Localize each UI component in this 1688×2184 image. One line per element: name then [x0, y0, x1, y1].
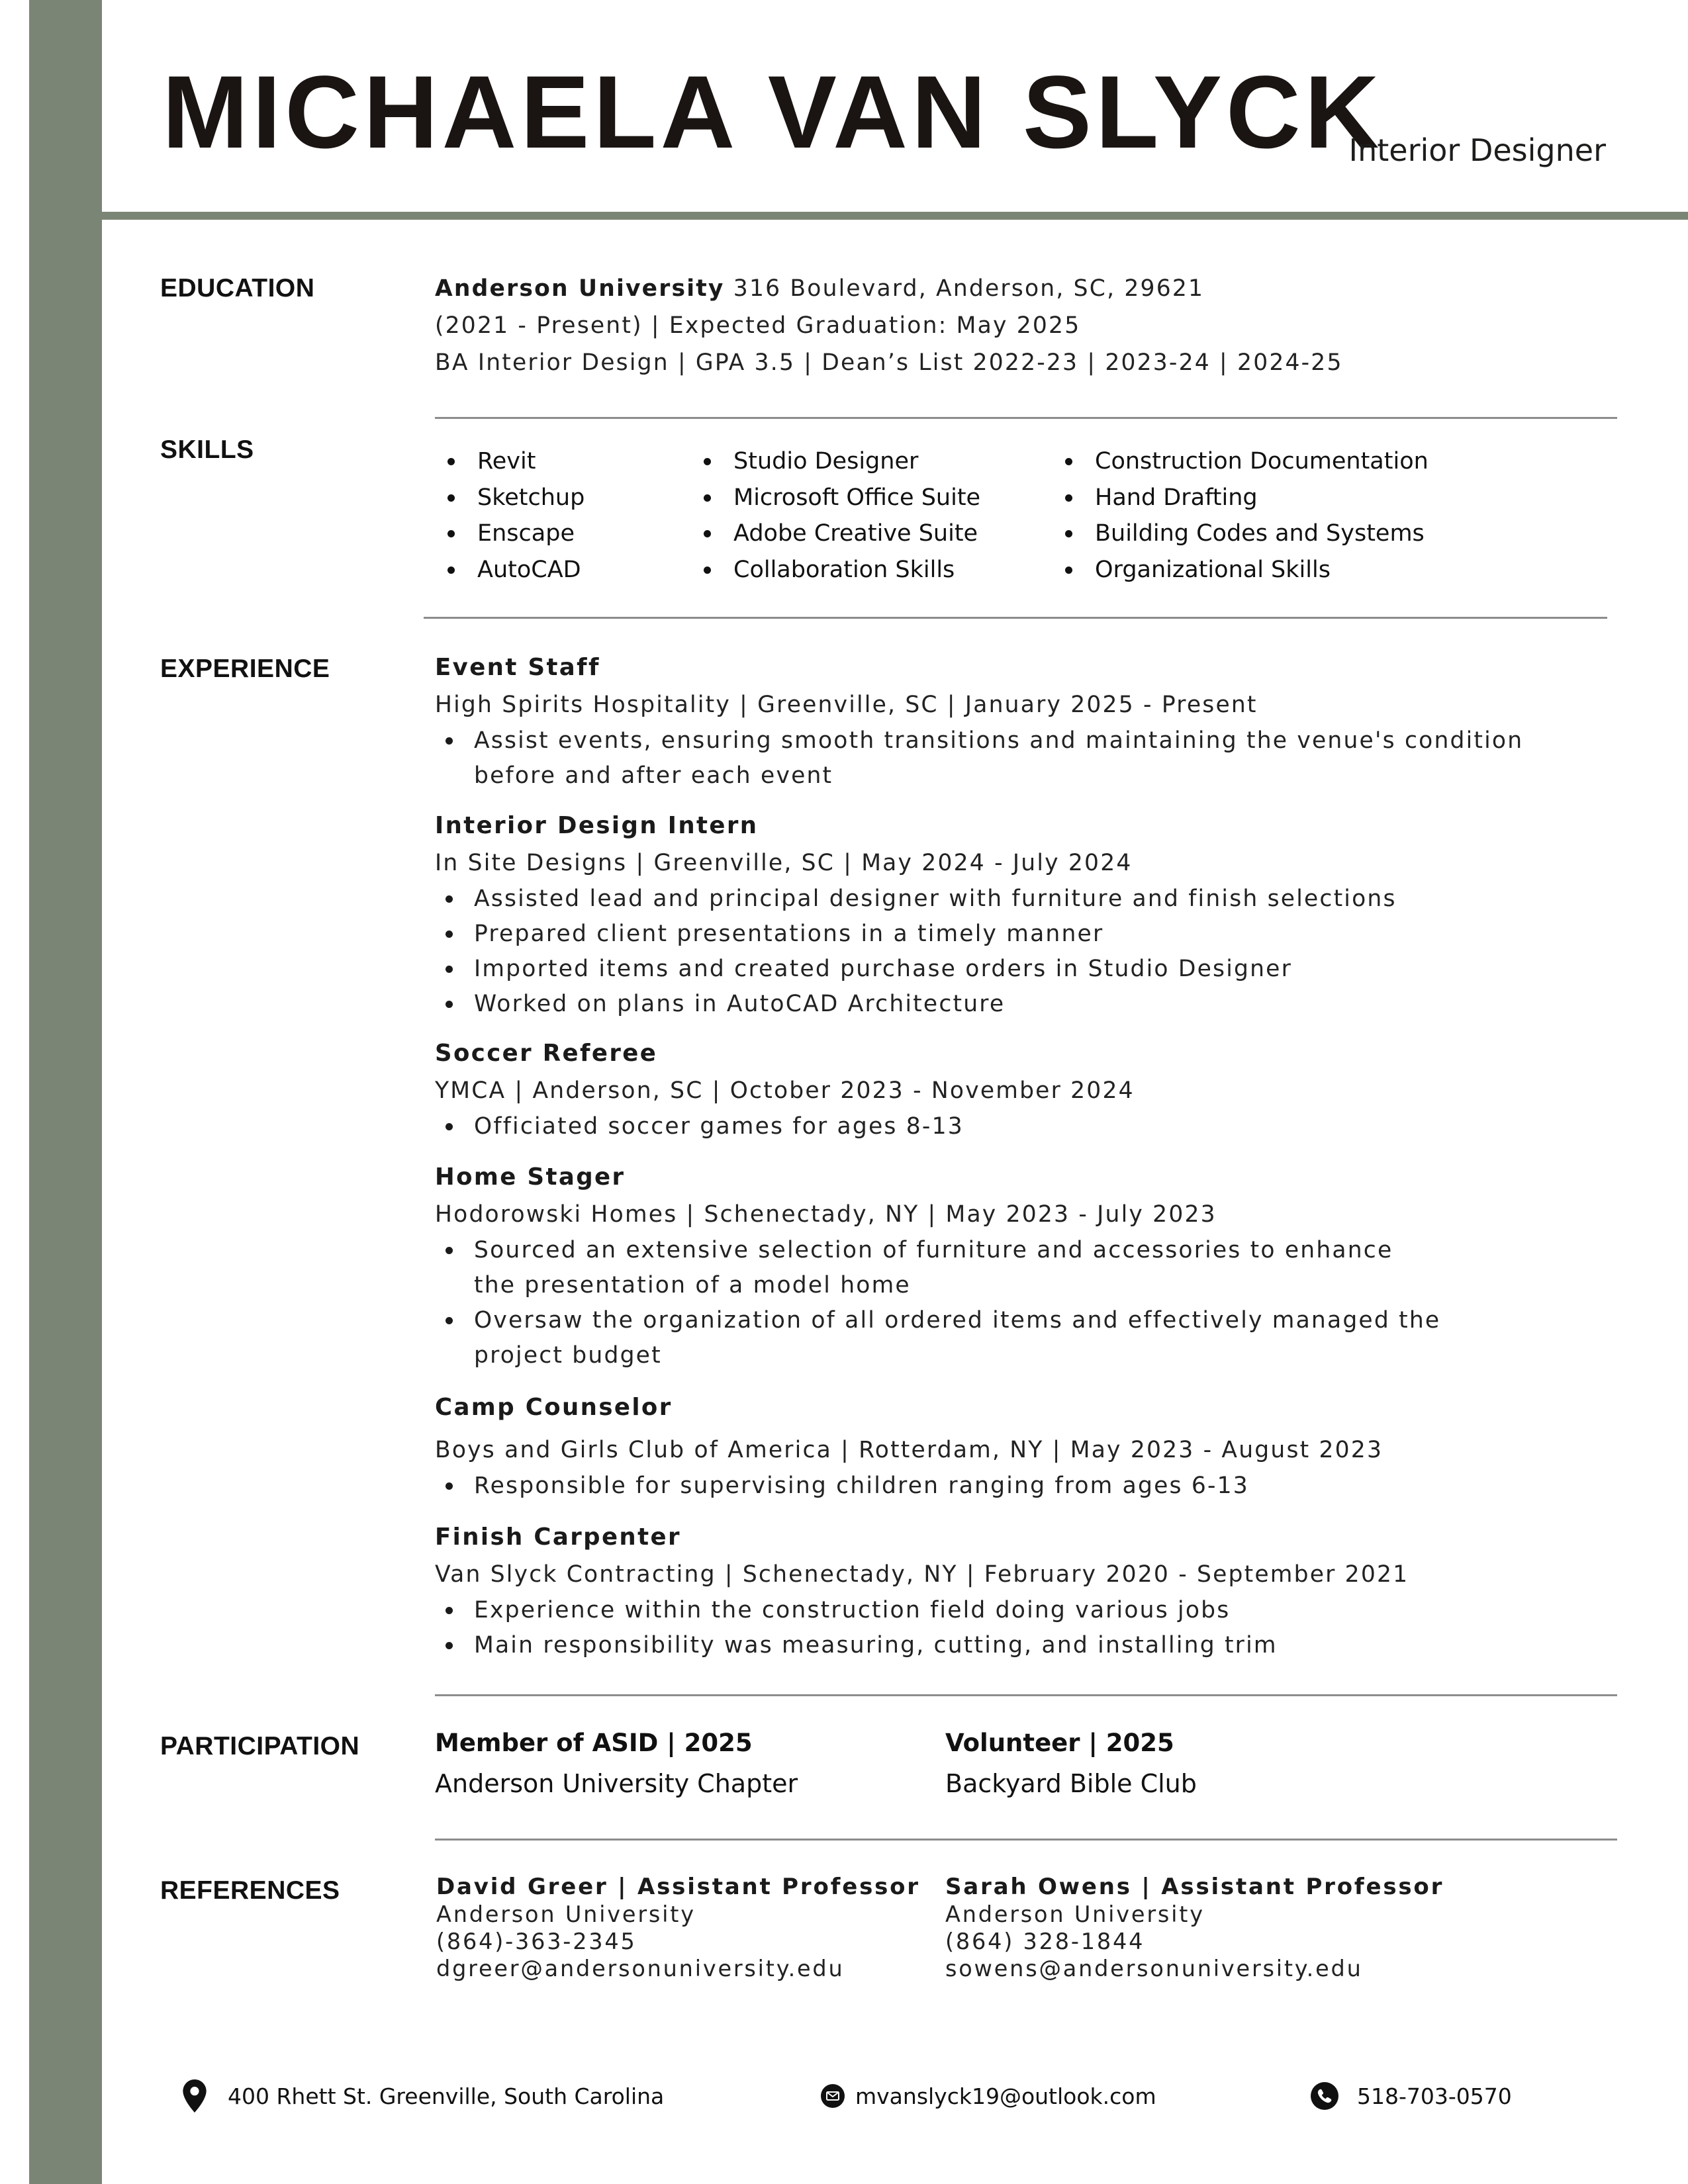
section-title-education: EDUCATION: [160, 274, 315, 302]
experience-title: Camp Counselor: [435, 1394, 673, 1421]
experience-entry: [435, 1390, 1600, 1504]
section-title-participation: PARTICIPATION: [160, 1732, 360, 1760]
experience-entry: [435, 809, 1600, 1022]
divider: [435, 417, 1617, 419]
education-school-line: [435, 270, 1343, 307]
skills-column-2: [692, 443, 980, 588]
participation-item: [945, 1726, 1197, 1801]
skill-item: Microsoft Office Suite: [692, 480, 980, 516]
divider: [435, 1694, 1617, 1696]
experience-bullet: Oversaw the organization of all ordered items and effectively managed the project budget: [435, 1303, 1507, 1373]
skill-item: Collaboration Skills: [692, 552, 980, 588]
experience-bullet: Assist events, ensuring smooth transitions and maintaining the venue's condition before and after each event: [435, 723, 1599, 794]
reference-phone: (864) 328-1844: [945, 1929, 1145, 1954]
experience-meta: In Site Designs | Greenville, SC | May 2024 - July 2024: [435, 850, 1133, 876]
skill-item: Hand Drafting: [1054, 480, 1429, 516]
participation-subtitle: Backyard Bible Club: [945, 1769, 1197, 1798]
reference-organization: Anderson University: [945, 1901, 1205, 1927]
contact-phone-text[interactable]: 518-703-0570: [1357, 2083, 1512, 2109]
section-title-experience: EXPERIENCE: [160, 655, 330, 683]
experience-entry: [435, 651, 1600, 794]
email-icon: [821, 2084, 845, 2108]
skills-column-3: [1054, 443, 1429, 588]
reference-organization: Anderson University: [436, 1901, 696, 1927]
participation-title: Member of ASID | 2025: [435, 1729, 753, 1757]
section-title-skills: SKILLS: [160, 435, 254, 464]
experience-title: Finish Carpenter: [435, 1524, 681, 1551]
education-degree: BA Interior Design | GPA 3.5 | Dean’s List 2022-23 | 2023-24 | 2024-25: [435, 349, 1343, 376]
skill-item: Revit: [436, 443, 585, 480]
skill-item: Enscape: [436, 516, 585, 552]
reference-email[interactable]: sowens@andersonuniversity.edu: [945, 1956, 1363, 1981]
experience-title: Event Staff: [435, 654, 600, 681]
location-pin-icon: [183, 2079, 207, 2113]
candidate-name: MICHAELA VAN SLYCK: [162, 55, 1383, 170]
reference-name: Sarah Owens | Assistant Professor: [945, 1874, 1444, 1900]
contact-email[interactable]: [821, 2076, 1156, 2116]
experience-entry: [435, 1160, 1600, 1373]
participation-item: [435, 1726, 798, 1801]
experience-meta: YMCA | Anderson, SC | October 2023 - November 2024: [435, 1077, 1135, 1104]
experience-bullet: Imported items and created purchase orders in Studio Designer: [435, 952, 1600, 987]
sidebar-accent-bar: [29, 0, 102, 2184]
skill-item: AutoCAD: [436, 552, 585, 588]
reference-name: David Greer | Assistant Professor: [436, 1874, 920, 1900]
experience-bullet: Assisted lead and principal designer with furniture and finish selections: [435, 882, 1600, 917]
experience-title: Home Stager: [435, 1163, 626, 1191]
experience-meta: Van Slyck Contracting | Schenectady, NY | February 2020 - September 2021: [435, 1561, 1409, 1588]
experience-title: Interior Design Intern: [435, 812, 759, 839]
section-title-references: REFERENCES: [160, 1876, 340, 1905]
skill-item: Organizational Skills: [1054, 552, 1429, 588]
skills-column-1: [436, 443, 585, 588]
experience-title: Soccer Referee: [435, 1040, 658, 1067]
header-divider: [102, 212, 1688, 220]
participation-subtitle: Anderson University Chapter: [435, 1769, 798, 1798]
reference-item: [436, 1873, 920, 1982]
skill-item: Studio Designer: [692, 443, 980, 480]
contact-address: [183, 2076, 664, 2116]
participation-title: Volunteer | 2025: [945, 1729, 1174, 1757]
experience-bullet: Responsible for supervising children ranging from ages 6-13: [435, 1469, 1600, 1504]
experience-meta: Boys and Girls Club of America | Rotterdam, NY | May 2023 - August 2023: [435, 1437, 1383, 1463]
experience-meta: High Spirits Hospitality | Greenville, SC | January 2025 - Present: [435, 692, 1258, 718]
skill-item: Building Codes and Systems: [1054, 516, 1429, 552]
experience-bullet: Main responsibility was measuring, cutting, and installing trim: [435, 1628, 1600, 1663]
divider: [435, 1839, 1617, 1841]
skill-item: Sketchup: [436, 480, 585, 516]
education-block: [435, 270, 1343, 381]
skill-item: Construction Documentation: [1054, 443, 1429, 480]
experience-entry: [435, 1520, 1600, 1663]
experience-bullet: Experience within the construction field doing various jobs: [435, 1593, 1600, 1628]
school-name: Anderson University: [435, 275, 725, 302]
reference-email[interactable]: dgreer@andersonuniversity.edu: [436, 1956, 845, 1981]
divider: [424, 617, 1607, 619]
experience-bullet: Officiated soccer games for ages 8-13: [435, 1109, 1600, 1144]
education-dates: (2021 - Present) | Expected Graduation: May 2025: [435, 312, 1081, 339]
experience-bullet: Prepared client presentations in a timely manner: [435, 917, 1600, 952]
experience-bullet: Worked on plans in AutoCAD Architecture: [435, 987, 1600, 1022]
phone-icon: [1311, 2082, 1338, 2110]
experience-meta: Hodorowski Homes | Schenectady, NY | May 2023 - July 2023: [435, 1201, 1217, 1228]
job-title: Interior Designer: [1348, 132, 1606, 168]
reference-phone: (864)-363-2345: [436, 1929, 637, 1954]
experience-entry: [435, 1036, 1600, 1144]
school-address: 316 Boulevard, Anderson, SC, 29621: [724, 275, 1205, 302]
skill-item: Adobe Creative Suite: [692, 516, 980, 552]
reference-item: [945, 1873, 1444, 1982]
contact-address-text: 400 Rhett St. Greenville, South Carolina: [228, 2083, 665, 2109]
experience-bullet: Sourced an extensive selection of furniture and accessories to enhance the presentation of a model home: [435, 1233, 1414, 1303]
contact-phone[interactable]: [1311, 2076, 1512, 2116]
contact-email-text[interactable]: mvanslyck19@outlook.com: [855, 2083, 1156, 2109]
